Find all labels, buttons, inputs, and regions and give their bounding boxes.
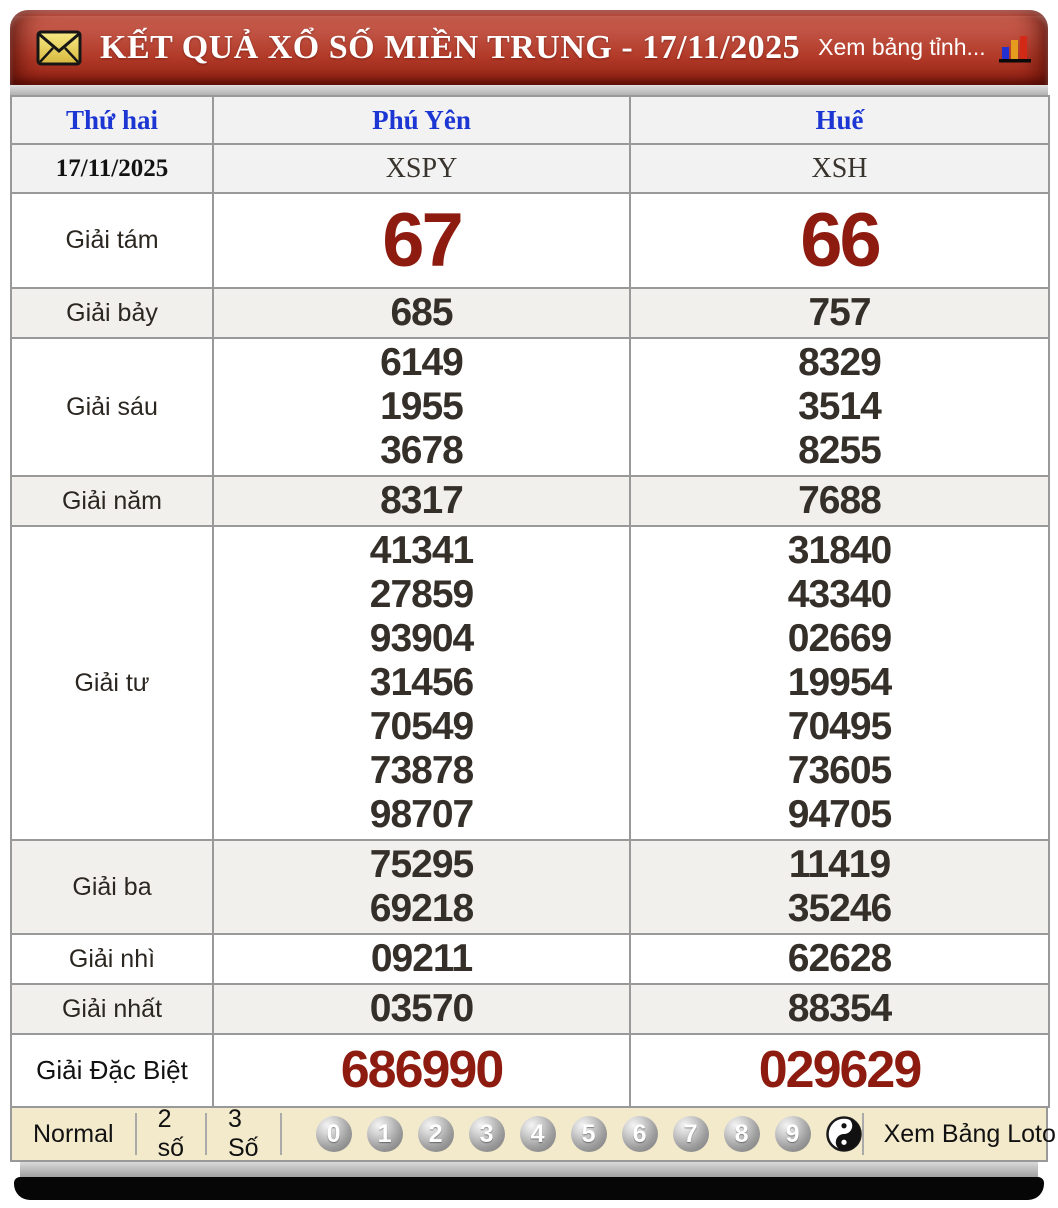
footer-bar	[10, 1105, 1056, 1162]
header-shadow-strip	[10, 85, 1048, 95]
prize-label: Giải bảy	[11, 288, 213, 338]
number-ball-7[interactable]: 7	[673, 1116, 709, 1152]
prize-number: 73878	[369, 749, 474, 792]
column-header-thu-hai[interactable]: Thứ hai	[11, 96, 213, 144]
prize-numbers-cell	[213, 934, 630, 984]
prize-number: 88354	[787, 987, 892, 1030]
prize-number: 8317	[380, 479, 463, 522]
prize-number: 67	[382, 198, 461, 283]
prize-label: Giải năm	[11, 476, 213, 526]
prize-number: 75295	[369, 843, 474, 886]
prize-numbers-cell	[213, 1034, 630, 1107]
prize-number: 35246	[787, 887, 892, 930]
prize-number: 686990	[340, 1041, 503, 1099]
prize-number: 69218	[369, 887, 474, 930]
prize-numbers-cell	[630, 476, 1049, 526]
prize-number: 11419	[788, 843, 891, 886]
prize-number: 1955	[380, 385, 463, 428]
number-ball-1[interactable]: 1	[367, 1116, 403, 1152]
prize-number: 98707	[369, 793, 474, 836]
prize-number: 8255	[798, 429, 881, 472]
prize-numbers-cell	[630, 338, 1049, 476]
bottom-shadow	[14, 1177, 1044, 1200]
prize-number: 03570	[369, 987, 474, 1030]
prize-numbers-cell	[630, 193, 1049, 288]
prize-number: 66	[800, 198, 879, 283]
number-ball-5[interactable]: 5	[571, 1116, 607, 1152]
draw-date: 17/11/2025	[11, 144, 213, 193]
prize-number: 02669	[787, 617, 892, 660]
header-bar	[10, 10, 1048, 85]
prize-numbers-cell	[213, 526, 630, 840]
number-balls	[316, 1116, 811, 1152]
number-ball-6[interactable]: 6	[622, 1116, 658, 1152]
prize-number: 09211	[370, 937, 473, 980]
prize-number: 93904	[369, 617, 474, 660]
prize-number: 94705	[787, 793, 892, 836]
prize-number: 43340	[787, 573, 892, 616]
prize-label: Giải Đặc Biệt	[11, 1034, 213, 1107]
prize-number: 73605	[787, 749, 892, 792]
results-table	[10, 95, 1050, 1108]
prize-numbers-cell	[630, 984, 1049, 1034]
prize-row-giai-nhi	[11, 934, 1049, 984]
divider	[280, 1113, 282, 1155]
prize-numbers-cell	[630, 1034, 1049, 1107]
station-code-xspy: XSPY	[213, 144, 630, 193]
prize-number: 6149	[380, 341, 463, 384]
prize-label: Giải tư	[11, 526, 213, 840]
prize-label: Giải tám	[11, 193, 213, 288]
mode-3-so[interactable]: 3 Số	[227, 1105, 259, 1162]
bottom-gray-strip	[20, 1162, 1038, 1177]
prize-label: Giải nhất	[11, 984, 213, 1034]
prize-number: 029629	[758, 1041, 921, 1099]
bar-chart-icon[interactable]	[998, 33, 1032, 63]
column-header-row	[11, 96, 1049, 144]
number-ball-9[interactable]: 9	[775, 1116, 811, 1152]
prize-label: Giải sáu	[11, 338, 213, 476]
prize-number: 3514	[798, 385, 881, 428]
prize-number: 757	[808, 291, 871, 334]
number-ball-0[interactable]: 0	[316, 1116, 352, 1152]
prize-label: Giải ba	[11, 840, 213, 934]
prize-numbers-cell	[630, 526, 1049, 840]
prize-row-giai-ac-biet	[11, 1034, 1049, 1107]
prize-number: 70495	[787, 705, 892, 748]
date-row	[11, 144, 1049, 193]
prize-number: 70549	[369, 705, 474, 748]
prize-row-giai-tam	[11, 193, 1049, 288]
prize-number: 41341	[369, 529, 474, 572]
view-provinces-link[interactable]: Xem bảng tỉnh...	[818, 34, 986, 60]
column-header-phu-yen[interactable]: Phú Yên	[213, 96, 630, 144]
prize-numbers-cell	[213, 338, 630, 476]
page-title: KẾT QUẢ XỔ SỐ MIỀN TRUNG - 17/11/2025	[100, 28, 801, 66]
prize-number: 19954	[787, 661, 892, 704]
prize-number: 3678	[380, 429, 463, 472]
prize-numbers-cell	[213, 840, 630, 934]
station-code-xsh: XSH	[630, 144, 1049, 193]
prize-numbers-cell	[630, 934, 1049, 984]
yin-yang-ball[interactable]	[826, 1116, 862, 1152]
envelope-icon	[36, 29, 82, 67]
number-ball-3[interactable]: 3	[469, 1116, 505, 1152]
column-header-hue[interactable]: Huế	[630, 96, 1049, 144]
mode-normal[interactable]: Normal	[33, 1119, 114, 1148]
prize-row-giai-ba	[11, 840, 1049, 934]
prize-number: 31456	[369, 661, 474, 704]
mode-2-so[interactable]: 2 số	[157, 1105, 184, 1162]
prize-numbers-cell	[630, 840, 1049, 934]
number-ball-2[interactable]: 2	[418, 1116, 454, 1152]
prize-numbers-cell	[213, 288, 630, 338]
prize-numbers-cell	[630, 288, 1049, 338]
prize-numbers-cell	[213, 476, 630, 526]
prize-number: 685	[390, 291, 453, 334]
prize-number: 7688	[798, 479, 881, 522]
prize-number: 27859	[369, 573, 474, 616]
prize-number: 31840	[787, 529, 892, 572]
prize-row-giai-bay	[11, 288, 1049, 338]
prize-row-giai-sau	[11, 338, 1049, 476]
prize-row-giai-nam	[11, 476, 1049, 526]
prize-number: 62628	[787, 937, 892, 980]
view-loto-group	[862, 1108, 1058, 1160]
prize-number: 8329	[798, 341, 881, 384]
prize-label: Giải nhì	[11, 934, 213, 984]
number-ball-4[interactable]: 4	[520, 1116, 556, 1152]
number-ball-8[interactable]: 8	[724, 1116, 760, 1152]
prize-row-giai-nhat	[11, 984, 1049, 1034]
prize-numbers-cell	[213, 984, 630, 1034]
prize-numbers-cell	[213, 193, 630, 288]
prize-row-giai-tu	[11, 526, 1049, 840]
view-loto-link[interactable]: Xem Bảng Loto	[883, 1119, 1056, 1148]
